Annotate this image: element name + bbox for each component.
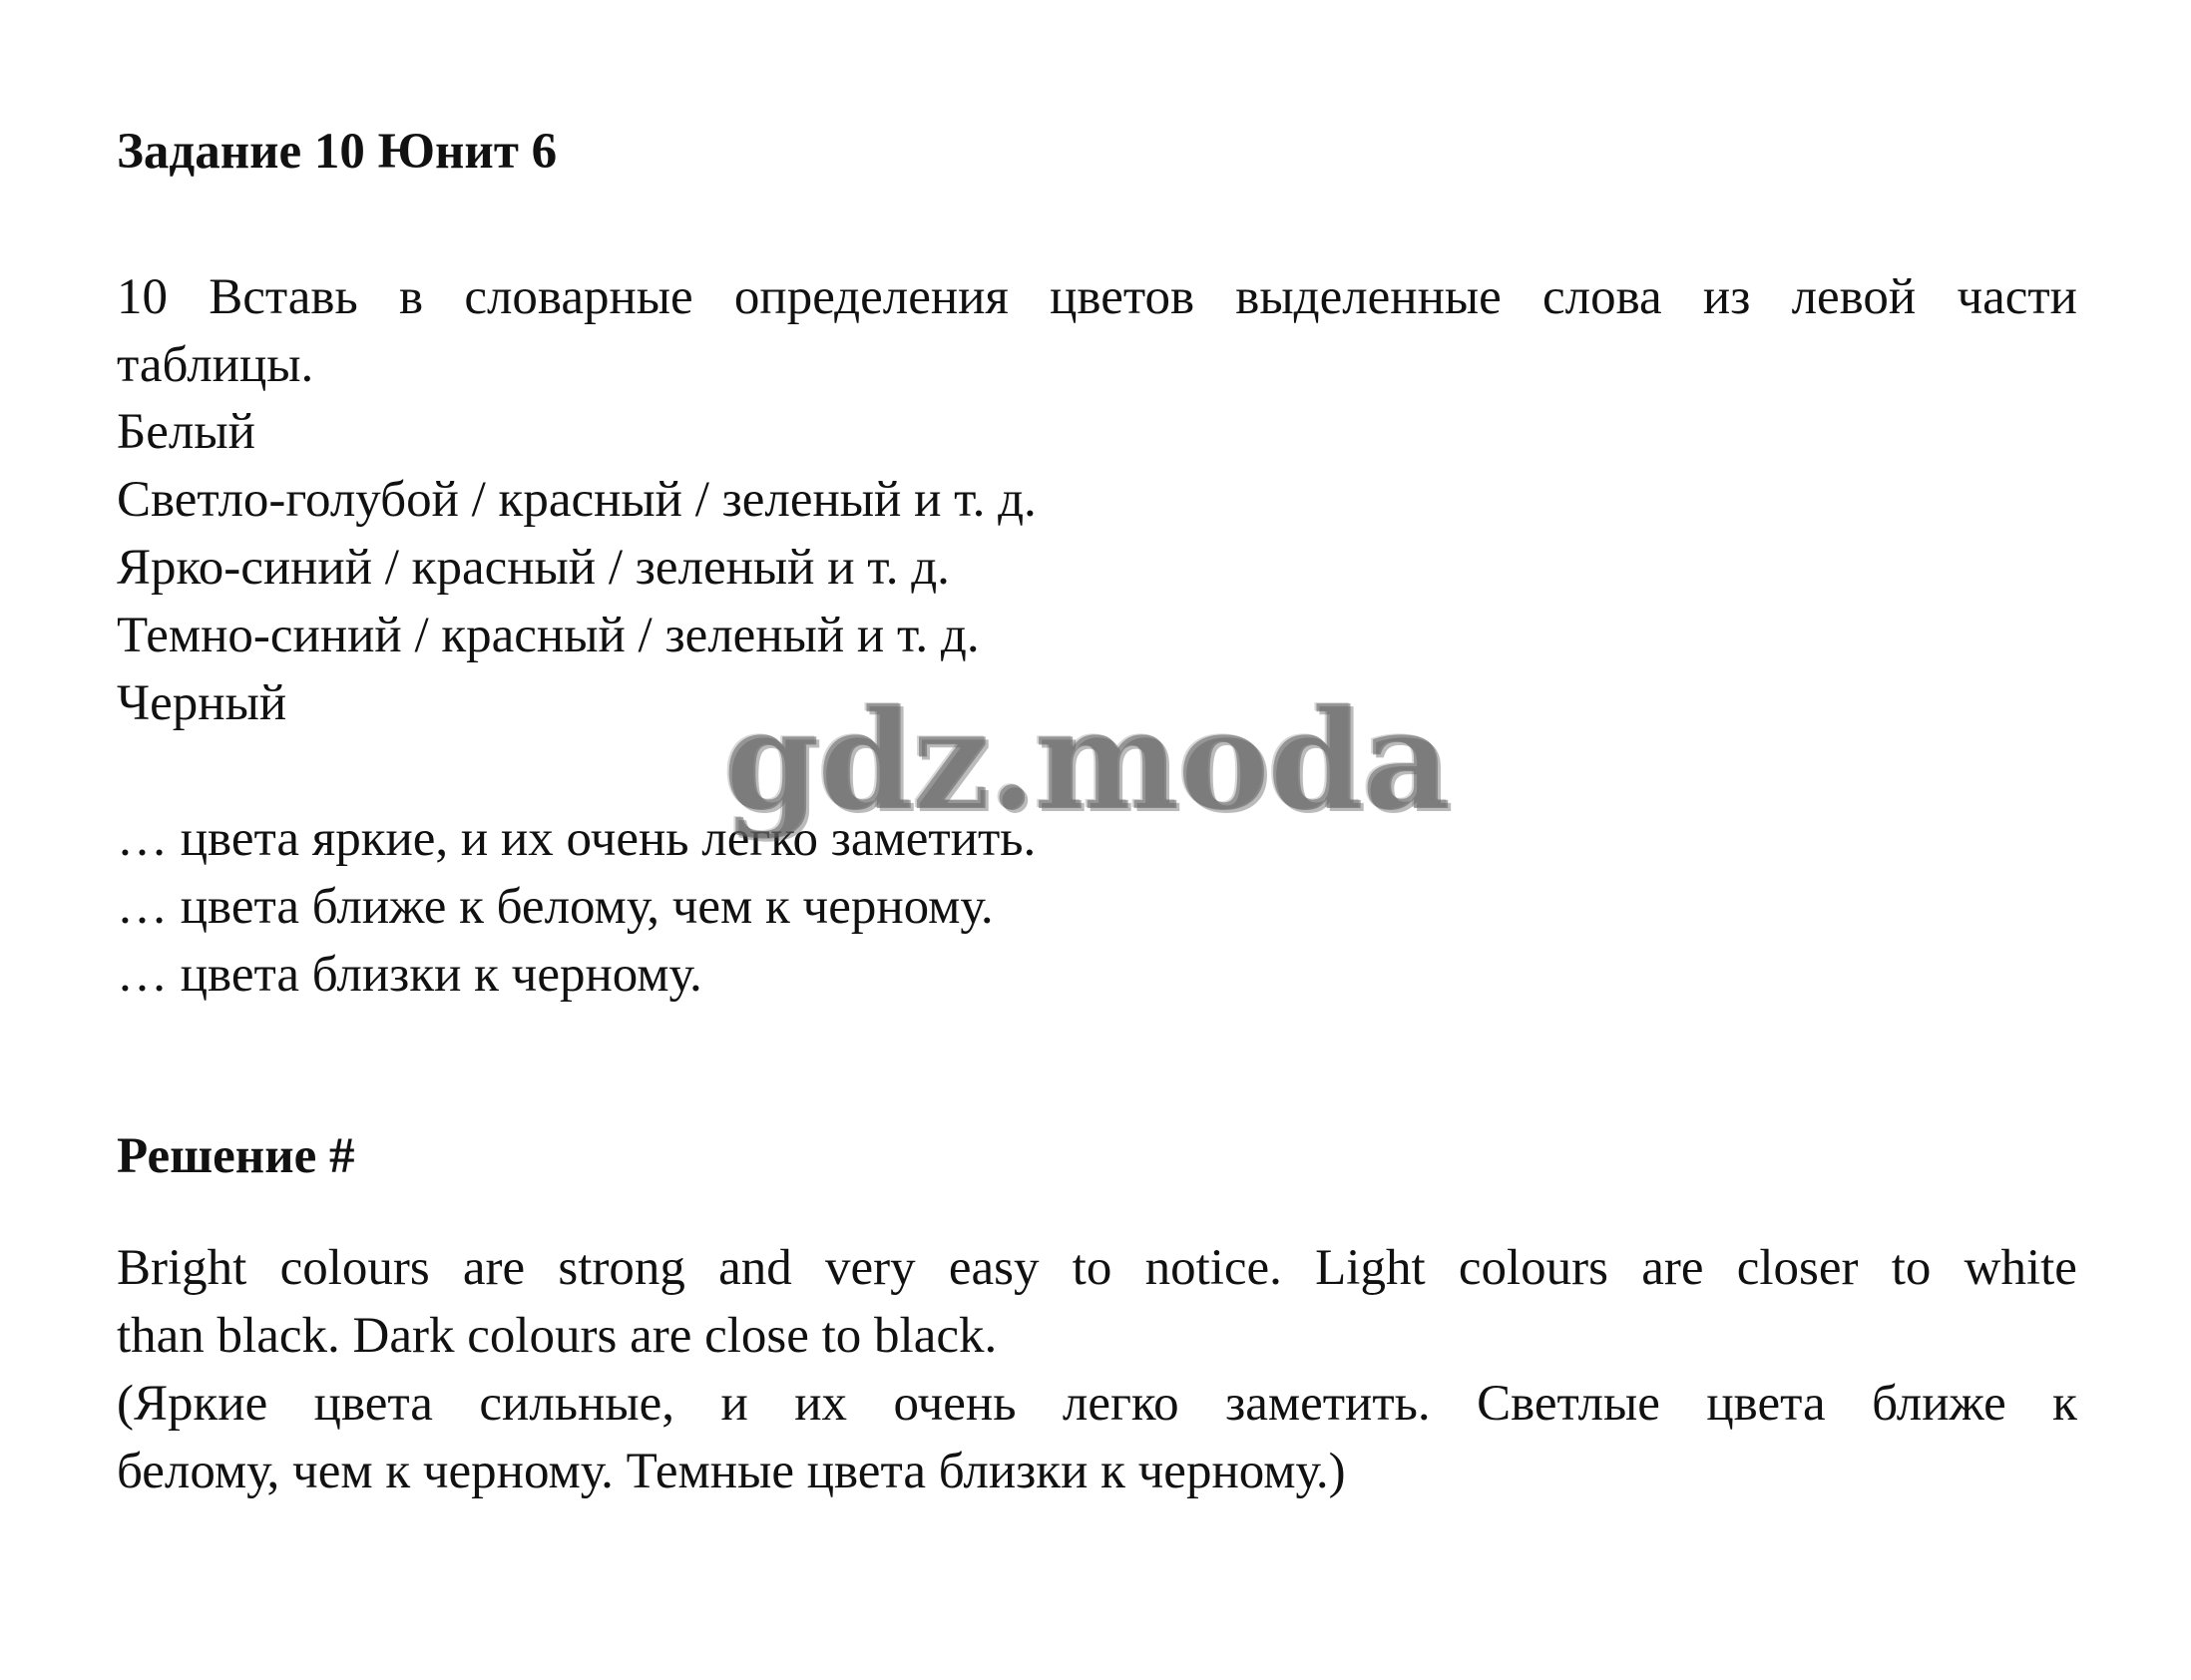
- task-word: слова: [1542, 269, 1662, 325]
- watermark-logo: gdz.moda: [723, 678, 1450, 841]
- solution-word: ближе: [1872, 1376, 2006, 1432]
- solution-word: colours: [1458, 1240, 1609, 1296]
- color-item-white: Белый: [117, 404, 255, 460]
- solution-word: и: [720, 1376, 748, 1432]
- definition-bright: … цвета яркие, и их очень легко заметить.: [117, 811, 1037, 867]
- solution-word: легко: [1062, 1376, 1179, 1432]
- solution-word: очень: [893, 1376, 1017, 1432]
- color-item-black: Черный: [117, 675, 287, 731]
- task-word: левой: [1791, 269, 1917, 325]
- solution-word: closer: [1736, 1240, 1859, 1296]
- solution-word: notice.: [1144, 1240, 1282, 1296]
- solution-word: to: [1072, 1240, 1112, 1296]
- solution-word: (Яркие: [117, 1376, 268, 1432]
- solution-word: их: [794, 1376, 847, 1432]
- task-word: Вставь: [209, 269, 358, 325]
- solution-word: цвета: [1706, 1376, 1826, 1432]
- solution-word: easy: [948, 1240, 1040, 1296]
- task-word: выделенные: [1235, 269, 1502, 325]
- solution-word: are: [462, 1240, 526, 1296]
- task-instruction-line-1: [117, 269, 2077, 325]
- task-word: в: [399, 269, 424, 325]
- solution-word: and: [718, 1240, 792, 1296]
- task-word: 10: [117, 269, 168, 325]
- solution-word: to: [1891, 1240, 1932, 1296]
- solution-russian-line-1: [117, 1376, 2077, 1432]
- solution-word: Светлые: [1477, 1376, 1660, 1432]
- color-item-light: Светло-голубой / красный / зеленый и т. д.: [117, 472, 1037, 528]
- solution-word: Bright: [117, 1240, 247, 1296]
- task-word: определения: [733, 269, 1009, 325]
- solution-russian-line-2: белому, чем к черному. Темные цвета близки к черному.): [117, 1444, 1346, 1499]
- task-word: из: [1702, 269, 1751, 325]
- definition-light: … цвета ближе к белому, чем к черному.: [117, 879, 994, 935]
- solution-word: цвета: [313, 1376, 433, 1432]
- solution-word: strong: [558, 1240, 685, 1296]
- solution-english-line-2: than black. Dark colours are close to black.: [117, 1308, 998, 1364]
- task-word: цветов: [1050, 269, 1195, 325]
- solution-english-line-1: [117, 1240, 2077, 1296]
- task-instruction-line-2: таблицы.: [117, 337, 314, 393]
- solution-word: are: [1641, 1240, 1704, 1296]
- task-word: словарные: [464, 269, 693, 325]
- solution-word: заметить.: [1225, 1376, 1431, 1432]
- solution-word: Light: [1315, 1240, 1426, 1296]
- definition-dark: … цвета близки к черному.: [117, 947, 702, 1003]
- page-title: Задание 10 Юнит 6: [117, 124, 558, 180]
- solution-word: white: [1964, 1240, 2077, 1296]
- color-item-dark: Темно-синий / красный / зеленый и т. д.: [117, 608, 980, 663]
- solution-word: к: [2052, 1376, 2077, 1432]
- solution-word: сильные,: [479, 1376, 674, 1432]
- solution-word: colours: [279, 1240, 430, 1296]
- solution-word: very: [824, 1240, 916, 1296]
- color-item-bright: Ярко-синий / красный / зеленый и т. д.: [117, 540, 950, 596]
- solution-heading: Решение #: [117, 1128, 355, 1184]
- task-word: части: [1957, 269, 2077, 325]
